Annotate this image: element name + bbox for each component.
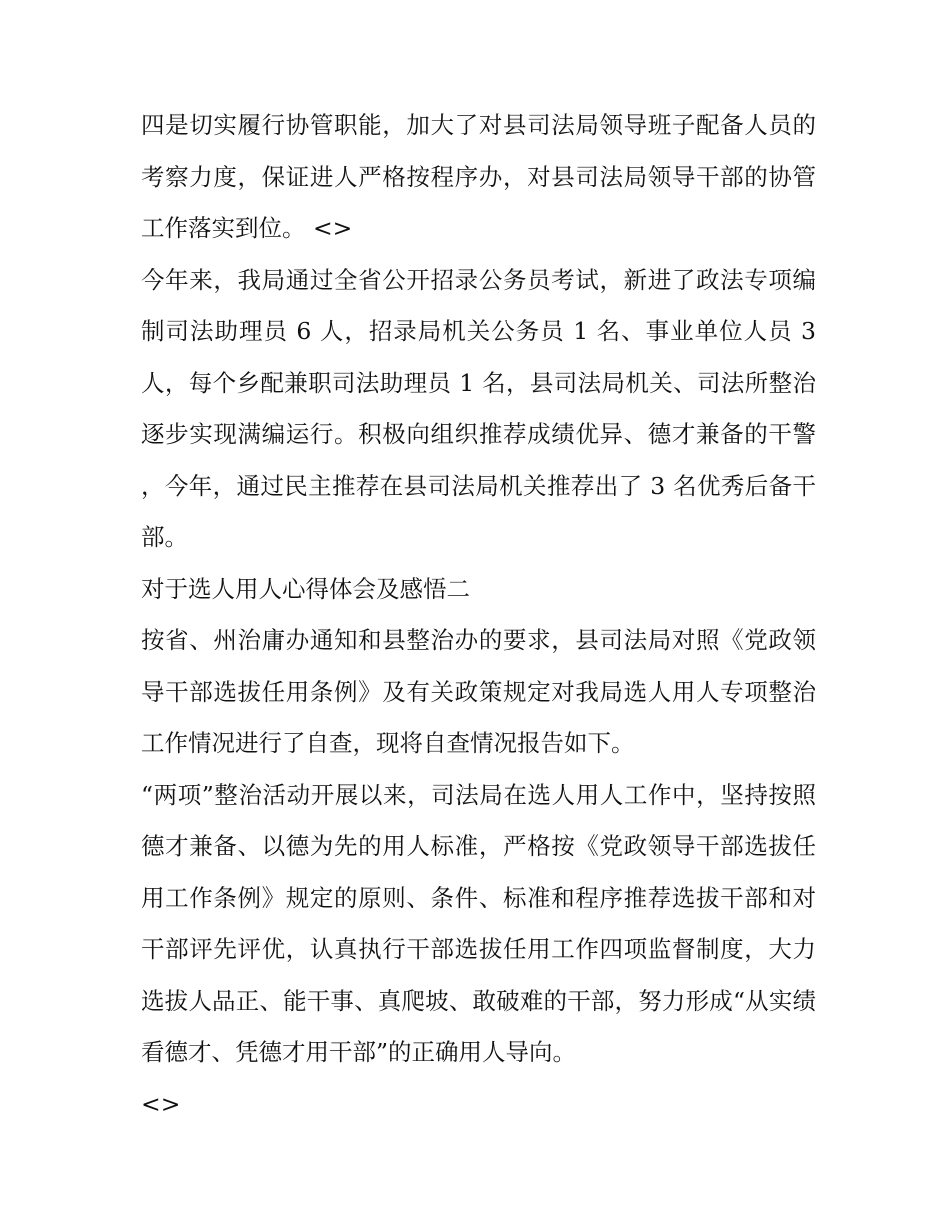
- paragraph-supervision: 四是切实履行协管职能，加大了对县司法局领导班子配备人员的考察力度，保证进人严格按程序办，对县司法局领导干部的协管工作落实到位。 <>: [141, 111, 816, 242]
- paragraph-placeholder: <>: [141, 1089, 181, 1118]
- paragraph-campaign: “两项”整治活动开展以来，司法局在选人用人工作中，坚持按照德才兼备、以德为先的用人标准，严格按《党政领导干部选拔任用工作条例》规定的原则、条件、标准和程序推荐选拔干部和对干部评先评优，认真执行干部选拔任用工作四项监督制度，大力选拔人品正、能干事、真爬坡、敢破难的干部，努力形成“从实绩看德才、凭德才用干部”的正确用人导向。: [141, 780, 816, 1066]
- section-heading: 对于选人用人心得体会及感悟二: [141, 574, 470, 603]
- paragraph-self-inspection: 按省、州治庸办通知和县整治办的要求，县司法局对照《党政领导干部选拔任用条例》及有关政策规定对我局选人用人专项整治工作情况进行了自查，现将自查情况报告如下。: [141, 626, 816, 757]
- paragraph-recruitment: 今年来，我局通过全省公开招录公务员考试，新进了政法专项编制司法助理员 6 人，招录局机关公务员 1 名、事业单位人员 3 人，每个乡配兼职司法助理员 1 名，县司法局机关、司法所整治逐步实现满编运行。积极向组织推荐成绩优异、德才兼备的干警，今年，通过民主推荐在县司法局机关推荐出了 3 名优秀后备干部。: [141, 265, 816, 551]
- document-body: [141, 100, 816, 1130]
